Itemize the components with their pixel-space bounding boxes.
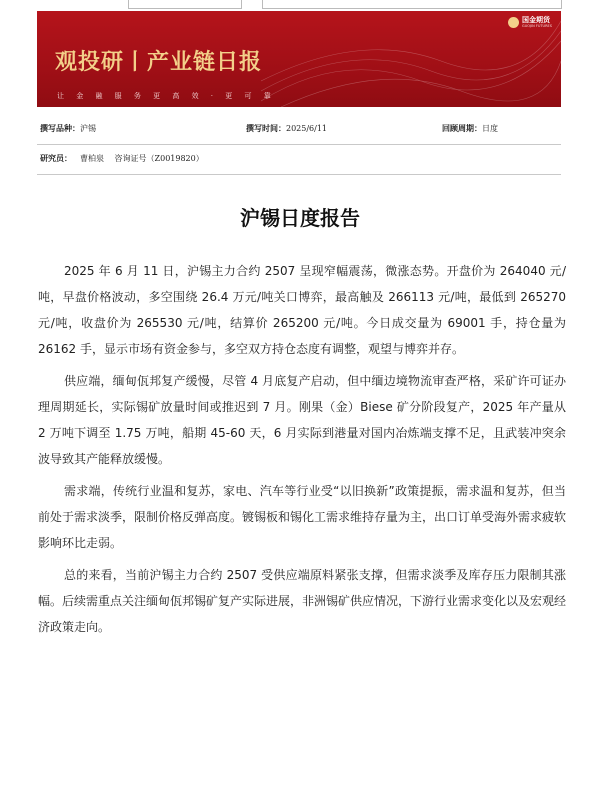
banner-title: 观投研丨产业链日报 xyxy=(55,50,263,75)
meta-divider-1 xyxy=(37,144,561,145)
variety-label: 撰写品种： xyxy=(40,123,80,133)
logo-mark-icon xyxy=(508,17,519,28)
meta-divider-2 xyxy=(37,174,561,175)
variety-value: 沪锡 xyxy=(80,124,96,133)
company-logo xyxy=(508,17,552,29)
date-label: 撰写时间： xyxy=(246,123,286,133)
meta-row-1 xyxy=(40,123,560,137)
cycle-field xyxy=(442,123,498,134)
banner-tagline: 让 金 融 服 务 更 高 效 · 更 可 靠 xyxy=(57,92,276,100)
meta-row-2 xyxy=(40,153,560,167)
cycle-value: 日度 xyxy=(482,124,498,133)
top-tab-right xyxy=(262,0,562,9)
variety-field xyxy=(40,123,96,134)
paragraph-demand: 需求端，传统行业温和复苏，家电、汽车等行业受“以旧换新”政策提振，需求温和复苏，但当前处于需求淡季，限制价格反弹高度。镀锡板和锡化工需求维持存量为主，出口订单受海外需求疲软影响环比走弱。 xyxy=(38,484,567,550)
researcher-label: 研究员： xyxy=(40,153,72,163)
cert-number: 咨询证号（Z0019820） xyxy=(114,154,204,163)
paragraph-market: 2025 年 6 月 11 日，沪锡主力合约 2507 呈现窄幅震荡，微涨态势。开盘价为 264040 元/吨，早盘价格波动，多空围绕 26.4 万元/吨关口博弈，最高触及 266113 元/吨，最低到 265270 元/吨，收盘价为 265530 元/吨，结算价 265200 元/吨。今日成交量为 69001 手，持仓量为 26162 手，显示市场有资金参与，多空双方持仓态度有调整，观望与博弈并存。 xyxy=(38,264,566,356)
date-field xyxy=(246,123,327,134)
cycle-label: 回顾周期： xyxy=(442,123,482,133)
header-banner xyxy=(37,11,561,107)
date-value: 2025/6/11 xyxy=(286,124,328,133)
logo-name-cn: 国金期货 xyxy=(522,16,550,24)
paragraph-summary: 总的来看，当前沪锡主力合约 2507 受供应端原料紧张支撑，但需求淡季及库存压力限制其涨幅。后续需重点关注缅甸佤邦锡矿复产实际进展，非洲锡矿供应情况，下游行业需求变化以及宏观经济政策走向。 xyxy=(38,568,567,634)
researcher-value: 曹柏泉 xyxy=(80,154,104,163)
report-title: 沪锡日度报告 xyxy=(240,206,360,230)
report-body xyxy=(38,258,566,646)
researcher-field xyxy=(40,153,204,164)
paragraph-supply: 供应端，缅甸佤邦复产缓慢，尽管 4 月底复产启动，但中缅边境物流审查严格，采矿许可证办理周期延长，实际锡矿放量时间或推迟到 7 月。刚果（金）Biese 矿分阶段复产，2025 年产量从 2 万吨下调至 1.75 万吨，船期 45-60 天，6 月实际到港量对国内冶炼端支撑不足，且武装冲突余波导致其产能释放缓慢。 xyxy=(38,374,566,466)
logo-name-en: GUOJIN FUTURES xyxy=(522,24,552,28)
top-tab-left xyxy=(128,0,242,9)
